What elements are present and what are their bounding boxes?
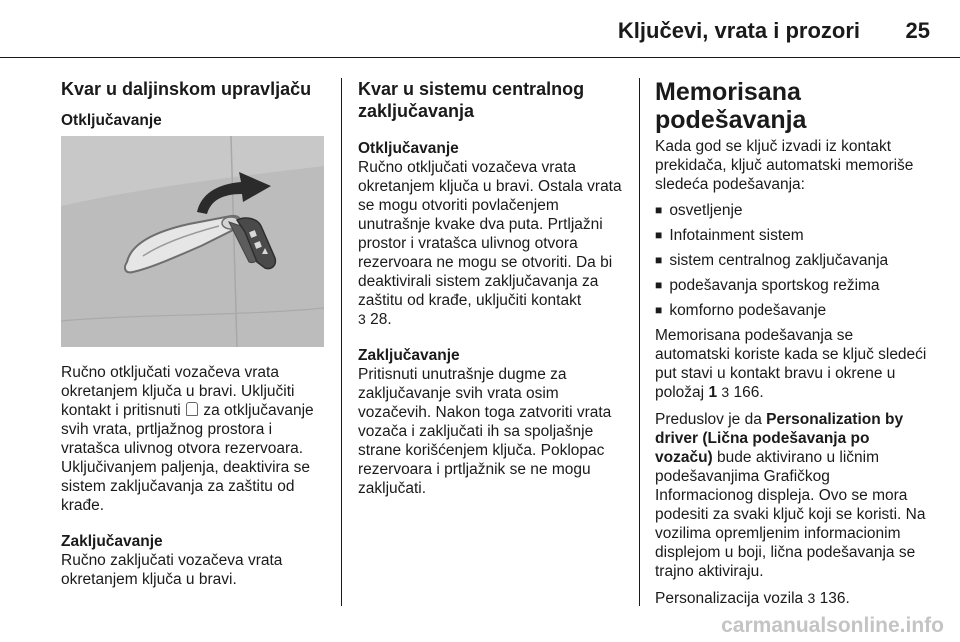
list-item-text: Infotainment sistem [669,227,804,244]
column-3 [655,78,927,608]
column-divider-2 [639,78,640,606]
subheading-locking-2: Zaključavanje [358,347,460,364]
list-item [655,226,927,245]
ignition-position: 1 [708,384,718,401]
paragraph-prerequisite-text-cont: bude aktivirano u ličnim podešavanjima Grafičkog Informacionog displeja. Ovo se mora podesiti za svaki ključ koji se koristi. Na vozilima opremljenim informacionim displejom u boji, lična podešavanja se trajno aktiviraju. [655,449,926,580]
column-1 [61,78,327,589]
section-heading-central-locking-failure: Kvar u sistemu centralnog zaključavanja [358,79,585,121]
page-reference-link[interactable]: 136. [819,590,850,607]
paragraph-central-unlock [358,158,626,329]
paragraph-manual-lock: Ručno zaključati vozačeva vrata okretanjem ključa u bravi. [61,552,283,588]
list-item [655,201,927,220]
header-rule [0,57,960,58]
paragraph-prerequisite [655,410,927,581]
page-reference-link[interactable]: 166. [733,384,764,401]
bullet-icon: ■ [655,278,663,292]
page-reference-icon: 3 [807,590,816,606]
section-heading-remote-failure: Kvar u daljinskom upravljaču [61,79,312,99]
key-in-door-lock-illustration [61,136,324,347]
running-header-title: Ključevi, vrata i prozori [617,18,860,43]
list-item-text: osvetljenje [669,202,743,219]
section-heading-memorised-settings: Memorisana podešavanja [655,78,807,134]
paragraph-central-lock: Pritisnuti unutrašnje dugme za zaključavanje svih vrata osim vozačevih. Nakon toga zatvoriti vrata vozača i zaključati ih sa spoljašnje strane korišćenjem ključa. Poklopac rezervoara i prtljažnik se ne mogu zaključati. [358,366,612,497]
paragraph-prerequisite-text: Preduslov je da [655,411,767,428]
bullet-icon: ■ [655,253,663,267]
bullet-icon: ■ [655,203,663,217]
subheading-unlocking: Otključavanje [61,112,162,129]
bullet-icon: ■ [655,303,663,317]
subheading-locking: Zaključavanje [61,533,163,550]
page-number: 25 [905,18,930,43]
page-reference-link[interactable]: 28. [370,311,392,328]
list-item [655,276,927,295]
paragraph-vehicle-personalization [655,589,927,608]
watermark: carmanualsonline.info [721,614,944,637]
page-reference-icon: 3 [358,311,366,327]
paragraph-manual-unlock [61,363,327,515]
paragraph-vehicle-personalization-text: Personalizacija vozila [655,590,804,607]
list-item [655,301,927,320]
bullet-icon: ■ [655,228,663,242]
list-item-text: podešavanja sportskog režima [669,277,880,294]
list-item-text: sistem centralnog zaključavanja [669,252,889,269]
list-item [655,251,927,270]
paragraph-memory-usage [655,326,927,402]
paragraph-memory-usage-text: Memorisana podešavanja se automatski koriste kada se ključ sledeći put stavi u kontakt bravu i okrene u položaj [655,327,927,401]
unlock-symbol-icon [186,402,198,416]
paragraph-central-unlock-text: Ručno otključati vozačeva vrata okretanjem ključa u bravi. Ostala vrata se mogu otvoriti povlačenjem unutrašnje kvake dva puta. Prtljažni prostor i vratašca ulivnog otvora rezervoara ne mogu se otvoriti. Da bi deaktivirali sistem zaključavanja za zaštitu od krađe, uključiti kontakt [358,159,622,309]
column-2 [358,78,626,498]
list-item-text: komforno podešavanje [669,302,827,319]
paragraph-memory-intro: Kada god se ključ izvadi iz kontakt prekidača, ključ automatski memoriše sledeća podešavanja: [655,138,914,193]
subheading-unlocking-2: Otključavanje [358,140,459,157]
paragraph-manual-unlock-text: Ručno otključati vozačeva vrata okretanjem ključa u bravi. Uključiti kontakt i pritisnuti [61,364,295,419]
door-handle-key-drawing [61,136,324,347]
personalization-setting-name: Personalization by driver (Lična podešavanja po vozaču) [655,411,904,466]
column-divider-1 [341,78,342,606]
paragraph-manual-unlock-text-cont: za otključavanje svih vrata, prtljažnog prostora i vratašca ulivnog otvora rezervoara. Uključivanjem paljenja, deaktivira se sistem zaključavanja za zaštitu od krađe. [61,402,314,514]
page-reference-icon: 3 [721,384,730,400]
memorised-settings-list [655,201,927,320]
